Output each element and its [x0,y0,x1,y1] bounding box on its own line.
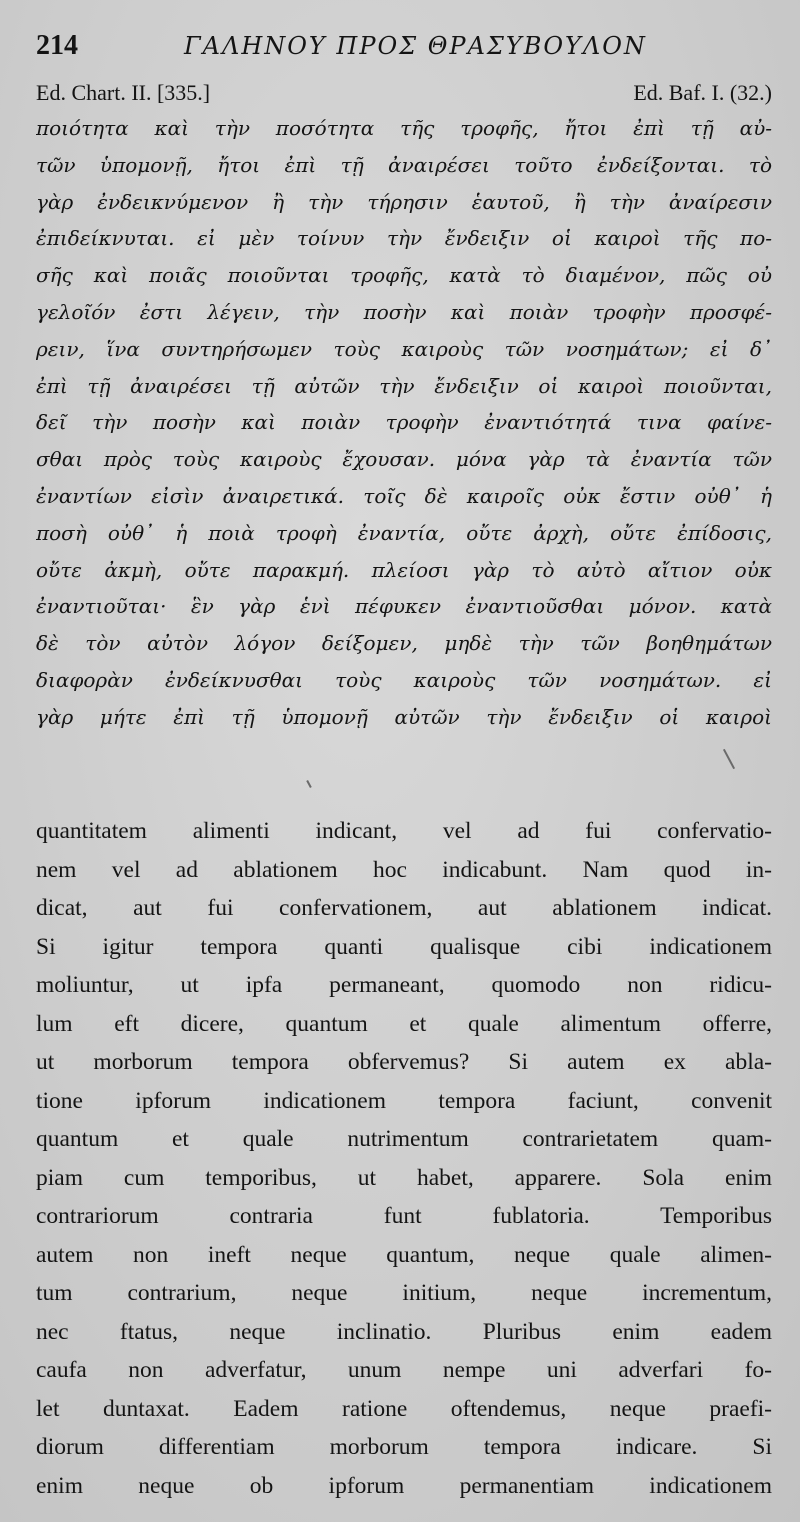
latin-line: dicat, aut fui confervationem, aut ablationem indicat. [36,895,772,921]
latin-line: contrariorum contraria funt fublatoria. Temporibus [36,1203,772,1229]
page-number: 214 [36,30,78,61]
edition-reference-basel: Ed. Baf. I. (32.) [633,80,772,105]
greek-text-block [36,110,772,736]
latin-text-block [36,812,772,1505]
greek-line: οὔτε ἀκμὴ, οὔτε παρακμή. πλείοσι γὰρ τὸ αὐτὸ αἴτιον οὐκ [36,557,772,582]
greek-line: δεῖ τὴν ποσὴν καὶ ποιὰν τροφὴν ἐναντιότητά τινα φαίνε- [36,410,772,435]
edition-references [36,80,772,110]
greek-line: ποιότητα καὶ τὴν ποσότητα τῆς τροφῆς, ἤτοι ἐπὶ τῇ αὐ- [36,116,772,140]
page-header [36,30,772,70]
latin-line: let duntaxat. Eadem ratione oftendemus, neque praefi- [36,1395,772,1422]
greek-line: ἐναντίων εἰσὶν ἀναιρετικά. τοῖς δὲ καιροῖς οὐκ ἔστιν οὐθ᾽ ἡ [36,483,772,508]
latin-line: lum eft dicere, quantum et quale alimentum offerre, [36,1010,772,1037]
greek-line: γελοῖόν ἐστι λέγειν, τὴν ποσὴν καὶ ποιὰν τροφὴν προσφέ- [36,299,772,324]
stray-pencil-mark [723,749,735,769]
latin-line: nem vel ad ablationem hoc indicabunt. Nam quod in- [36,856,772,883]
latin-line: diorum differentiam morborum tempora indicare. Si [36,1434,772,1460]
stray-pencil-mark [306,780,312,788]
latin-line: moliuntur, ut ipfa permaneant, quomodo non ridicu- [36,972,772,998]
latin-line: autem non ineft neque quantum, neque quale alimen- [36,1241,772,1268]
latin-line: tione ipforum indicationem tempora faciunt, convenit [36,1087,772,1114]
greek-line: ἐναντιοῦται· ἓν γὰρ ἑνὶ πέφυκεν ἐναντιοῦσθαι μόνον. κατὰ [36,594,772,619]
greek-line: δὲ τὸν αὐτὸν λόγον δείξομεν, μηδὲ τὴν τῶν βοηθημάτων [36,631,772,656]
latin-line: tum contrarium, neque initium, neque incrementum, [36,1280,772,1306]
greek-line: σῆς καὶ ποιᾶς ποιοῦνται τροφῆς, κατὰ τὸ διαμένον, πῶς οὐ [36,263,772,288]
latin-line: quantitatem alimenti indicant, vel ad fui confervatio- [36,818,772,844]
greek-line: ἐπὶ τῇ ἀναιρέσει τῇ αὐτῶν τὴν ἔνδειξιν οἱ καιροὶ ποιοῦνται, [36,373,772,398]
latin-line: Si igitur tempora quanti qualisque cibi indicationem [36,933,772,960]
latin-line: enim neque ob ipforum permanentiam indicationem [36,1472,772,1499]
latin-line: nec ftatus, neque inclinatio. Pluribus enim eadem [36,1318,772,1345]
latin-line: piam cum temporibus, ut habet, apparere. Sola enim [36,1164,772,1191]
running-head: ΓΑΛΗΝΟΥ ΠΡΟΣ ΘΡΑΣΥΒΟΥΛΟΝ [184,32,647,60]
greek-line: ποσὴ οὐθ᾽ ἡ ποιὰ τροφὴ ἐναντία, οὔτε ἀρχὴ, οὔτε ἐπίδοσις, [36,520,772,545]
latin-line: quantum et quale nutrimentum contrarietatem quam- [36,1126,772,1152]
greek-line: γὰρ ἐνδεικνύμενον ἢ τὴν τήρησιν ἑαυτοῦ, ἢ τὴν ἀναίρεσιν [36,189,772,214]
latin-line: caufa non adverfatur, unum nempe uni adverfari fo- [36,1357,772,1383]
greek-line: τῶν ὑπομονῇ, ἤτοι ἐπὶ τῇ ἀναιρέσει τοῦτο ἐνδείξονται. τὸ [36,152,772,177]
edition-reference-chartier: Ed. Chart. II. [335.] [36,80,211,105]
latin-line: ut morborum tempora obfervemus? Si autem ex abla- [36,1049,772,1075]
greek-line: γὰρ μήτε ἐπὶ τῇ ὑπομονῇ αὐτῶν τὴν ἔνδειξιν οἱ καιροὶ [36,704,772,729]
greek-line: ἐπιδείκνυται. εἰ μὲν τοίνυν τὴν ἔνδειξιν οἱ καιροὶ τῆς πο- [36,226,772,251]
greek-line: σθαι πρὸς τοὺς καιροὺς ἔχουσαν. μόνα γὰρ τὰ ἐναντία τῶν [36,447,772,472]
greek-line: διαφορὰν ἐνδείκνυσθαι τοὺς καιροὺς τῶν νοσημάτων. εἰ [36,667,772,692]
greek-line: ρειν, ἵνα συντηρήσωμεν τοὺς καιροὺς τῶν νοσημάτων; εἰ δ᾽ [36,336,772,361]
